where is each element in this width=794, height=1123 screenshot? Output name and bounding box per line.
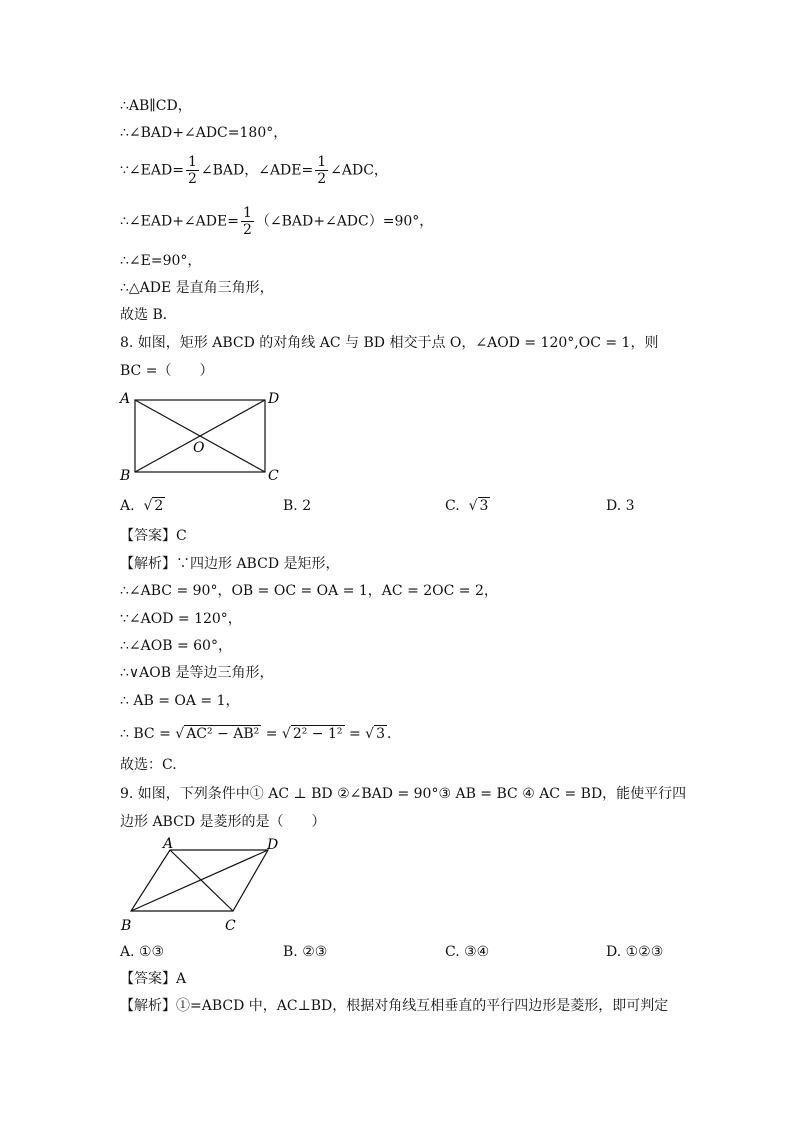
q8-option-d: D. 3 — [606, 498, 635, 514]
label-a: A — [163, 836, 174, 852]
sqrt-symbol: √ 3 — [468, 498, 489, 514]
label-c: C — [225, 918, 236, 934]
prev-line-4 — [120, 205, 433, 238]
diagonal-bd — [131, 850, 268, 911]
q9-stem-line-1: 9. 如图，下列条件中① AC ⊥ BD ②∠BAD = 90°③ AB = BC ④ AC = BD，能使平行四 — [120, 786, 687, 802]
fraction-half: $\frac{1}{2}$ — [242, 205, 252, 238]
label-a: A — [120, 391, 131, 407]
q9-parallelogram-figure — [115, 836, 295, 936]
diagonal-ac — [170, 850, 233, 911]
label-b: B — [120, 468, 131, 483]
q8-analysis-8: 故选：C. — [120, 757, 177, 773]
q8-stem-line-2: BC =（ ） — [120, 363, 214, 379]
label-d: D — [267, 837, 279, 853]
q8-option-a: A. √ 2 — [120, 498, 164, 514]
q9-option-a: A. ①③ — [120, 944, 165, 960]
prev-line-3b: ∠BAD，∠ADE= — [200, 162, 314, 179]
q8-answer: 【答案】C — [120, 528, 187, 544]
q9-answer: 【答案】A — [120, 971, 187, 987]
q9-option-c: C. ③④ — [445, 944, 490, 960]
sqrt-symbol: √ 2 — [143, 498, 164, 514]
q8-analysis-4: ∴∠AOB = 60°， — [120, 638, 232, 654]
q9-option-b: B. ②③ — [283, 944, 328, 960]
q9-option-d: D. ①②③ — [606, 944, 664, 960]
prev-line-1: ∴AB∥CD， — [120, 98, 192, 114]
q8-analysis-3: ∵∠AOD = 120°， — [120, 611, 242, 627]
q8-analysis-5: ∴∨AOB 是等边三角形， — [120, 665, 274, 681]
q9-stem-line-2: 边形 ABCD 是菱形的是（ ） — [120, 814, 326, 830]
prev-line-4b: （∠BAD+∠ADC）=90°， — [255, 213, 434, 230]
q8-analysis-6: ∴ AB = OA = 1， — [120, 693, 240, 709]
label-d: D — [268, 391, 280, 407]
q8-option-b: B. 2 — [283, 498, 312, 514]
q9-analysis-1: 【解析】①=ABCD 中，AC⊥BD，根据对角线互相垂直的平行四边形是菱形，即可判定 — [120, 998, 669, 1014]
prev-line-4a: ∴∠EAD+∠ADE= — [120, 213, 239, 230]
sqrt-symbol: √ AC² − AB² — [175, 726, 260, 742]
label-b: B — [121, 918, 132, 934]
q8-option-c: C. √ 3 — [445, 498, 489, 514]
prev-line-5: ∴∠E=90°， — [120, 253, 202, 269]
label-o: O — [193, 440, 205, 456]
q8-analysis-7: ∴ BC = √ AC² − AB² = √ 2² − 1² = √ 3 ． — [120, 726, 401, 742]
prev-line-2: ∴∠BAD+∠ADC=180°， — [120, 125, 288, 141]
prev-line-3a: ∵∠EAD= — [120, 162, 184, 179]
prev-line-3 — [120, 154, 388, 187]
prev-line-3c: ∠ADC， — [330, 162, 388, 179]
prev-line-6: ∴△ADE 是直角三角形， — [120, 280, 274, 296]
q8-rectangle-figure — [115, 388, 295, 483]
sqrt-symbol: √ 3 — [365, 726, 385, 742]
q8-analysis-2: ∴∠ABC = 90°，OB = OC = OA = 1，AC = 2OC = 2， — [120, 583, 498, 599]
prev-line-7: 故选 B． — [120, 307, 177, 323]
sqrt-symbol: √ 2² − 1² — [281, 726, 343, 742]
fraction-half: $\frac{1}{2}$ — [317, 154, 327, 187]
q8-stem-line-1: 8. 如图，矩形 ABCD 的对角线 AC 与 BD 相交于点 O，∠AOD = 120°,OC = 1，则 — [120, 335, 659, 351]
q8-analysis-1: 【解析】∵四边形 ABCD 是矩形， — [120, 556, 340, 572]
label-c: C — [268, 468, 279, 483]
fraction-half: $\frac{1}{2}$ — [187, 154, 197, 187]
